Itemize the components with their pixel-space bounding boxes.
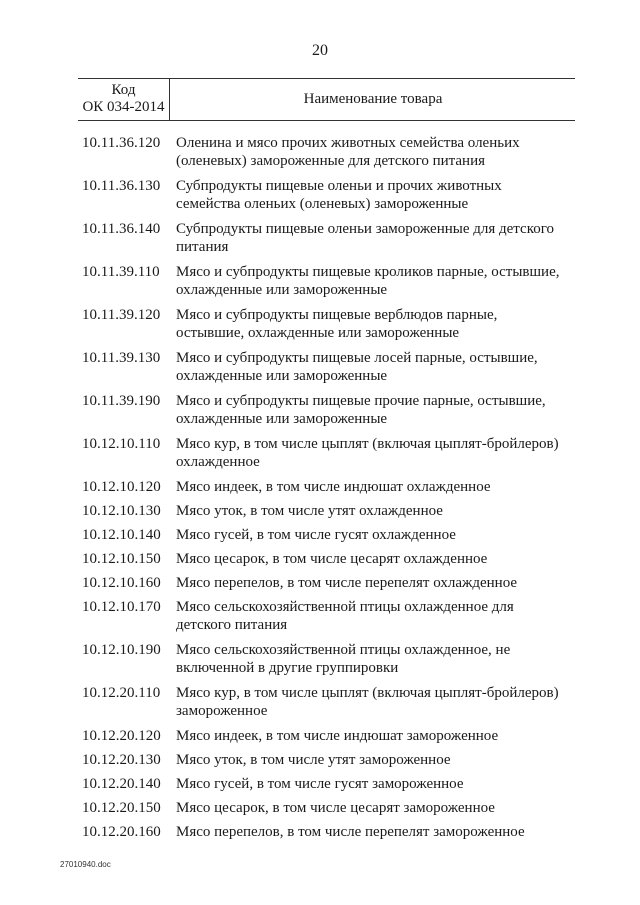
product-name-line: охлажденное — [176, 454, 260, 470]
product-code: 10.12.10.140 — [82, 527, 161, 543]
product-name-line: Субпродукты пищевые оленьи замороженные для детского — [176, 221, 555, 237]
product-name-line: Мясо и субпродукты пищевые верблюдов парные, — [176, 307, 498, 323]
product-name-line: Оленина и мясо прочих животных семейства оленьих — [176, 135, 520, 151]
table-row — [0, 641, 640, 677]
product-name-line: детского питания — [176, 617, 288, 633]
product-name-line: Мясо перепелов, в том числе перепелят замороженное — [176, 824, 525, 840]
product-code: 10.12.10.150 — [82, 551, 161, 567]
product-name — [176, 134, 576, 170]
table-row — [0, 727, 640, 745]
product-code: 10.12.20.150 — [82, 800, 161, 816]
header-name-column: Наименование товара — [303, 91, 443, 107]
product-name-line: замороженное — [176, 703, 268, 719]
product-name — [176, 550, 576, 568]
product-name — [176, 392, 576, 428]
product-name — [176, 263, 576, 299]
product-name-line: включенной в другие группировки — [176, 660, 399, 676]
product-name-line: Мясо кур, в том числе цыплят (включая цыплят-бройлеров) — [176, 685, 559, 701]
page-number: 20 — [312, 42, 328, 59]
product-name-line: Мясо сельскохозяйственной птицы охлажденное для — [176, 599, 514, 615]
product-code: 10.12.10.170 — [82, 599, 161, 615]
product-name — [176, 574, 576, 592]
product-code: 10.12.10.110 — [82, 436, 161, 452]
table-row — [0, 263, 640, 299]
table-row — [0, 799, 640, 817]
table-row — [0, 306, 640, 342]
table-row — [0, 134, 640, 170]
product-name-line: Мясо уток, в том числе утят замороженное — [176, 752, 451, 768]
table-row — [0, 574, 640, 592]
product-name — [176, 727, 576, 745]
product-name-line: Мясо цесарок, в том числе цесарят охлажденное — [176, 551, 488, 567]
product-code: 10.12.20.120 — [82, 728, 161, 744]
product-name — [176, 799, 576, 817]
table-row — [0, 775, 640, 793]
product-name-line: Мясо индеек, в том числе индюшат замороженное — [176, 728, 499, 744]
product-code: 10.12.20.140 — [82, 776, 161, 792]
product-name-line: Мясо и субпродукты пищевые кроликов парные, остывшие, — [176, 264, 560, 280]
product-name — [176, 478, 576, 496]
product-name — [176, 775, 576, 793]
footer-filename: 27010940.doc — [60, 860, 111, 869]
table-row — [0, 823, 640, 841]
product-name-line: Мясо гусей, в том числе гусят охлажденное — [176, 527, 456, 543]
table-body — [0, 134, 640, 847]
product-name-line: питания — [176, 239, 229, 255]
product-name — [176, 751, 576, 769]
table-row — [0, 349, 640, 385]
product-name-line: Мясо гусей, в том числе гусят замороженное — [176, 776, 464, 792]
table-row — [0, 392, 640, 428]
product-code: 10.11.39.190 — [82, 393, 161, 409]
header-classifier-label: ОК 034-2014 — [82, 99, 165, 115]
product-name-line: Мясо кур, в том числе цыплят (включая цыплят-бройлеров) — [176, 436, 559, 452]
product-name-line: Субпродукты пищевые оленьи и прочих животных — [176, 178, 502, 194]
product-name — [176, 306, 576, 342]
product-name-line: Мясо и субпродукты пищевые лосей парные, остывшие, — [176, 350, 538, 366]
product-code: 10.11.36.140 — [82, 221, 161, 237]
product-name — [176, 435, 576, 471]
product-code: 10.12.10.190 — [82, 642, 161, 658]
table-row — [0, 220, 640, 256]
table-row — [0, 502, 640, 520]
product-name — [176, 641, 576, 677]
product-code: 10.12.10.120 — [82, 479, 161, 495]
product-name — [176, 349, 576, 385]
product-name-line: остывшие, охлажденные или замороженные — [176, 325, 460, 341]
product-name-line: охлажденные или замороженные — [176, 368, 388, 384]
product-code: 10.11.39.130 — [82, 350, 161, 366]
table-row — [0, 526, 640, 544]
product-code: 10.11.39.120 — [82, 307, 161, 323]
product-name — [176, 220, 576, 256]
product-code: 10.11.36.120 — [82, 135, 161, 151]
product-name — [176, 177, 576, 213]
table-row — [0, 550, 640, 568]
product-name-line: Мясо перепелов, в том числе перепелят охлажденное — [176, 575, 518, 591]
product-name — [176, 526, 576, 544]
product-name-line: Мясо цесарок, в том числе цесарят замороженное — [176, 800, 495, 816]
product-code: 10.11.36.130 — [82, 178, 161, 194]
product-name — [176, 684, 576, 720]
product-code: 10.11.39.110 — [82, 264, 160, 280]
product-code: 10.12.10.160 — [82, 575, 161, 591]
product-code: 10.12.20.160 — [82, 824, 161, 840]
product-name-line: охлажденные или замороженные — [176, 411, 388, 427]
product-name-line: (оленевых) замороженные для детского питания — [176, 153, 486, 169]
product-name-line: Мясо индеек, в том числе индюшат охлажденное — [176, 479, 491, 495]
product-code: 10.12.20.130 — [82, 752, 161, 768]
product-name — [176, 598, 576, 634]
table-header — [78, 78, 575, 121]
product-code: 10.12.20.110 — [82, 685, 161, 701]
product-name-line: Мясо и субпродукты пищевые прочие парные, остывшие, — [176, 393, 546, 409]
table-row — [0, 751, 640, 769]
product-name — [176, 502, 576, 520]
table-row — [0, 684, 640, 720]
product-code: 10.12.10.130 — [82, 503, 161, 519]
table-row — [0, 177, 640, 213]
product-name-line: Мясо уток, в том числе утят охлажденное — [176, 503, 443, 519]
product-name-line: охлажденные или замороженные — [176, 282, 388, 298]
product-name-line: Мясо сельскохозяйственной птицы охлажденное, не — [176, 642, 511, 658]
header-code-column — [78, 79, 170, 120]
product-name-line: семейства оленьих (оленевых) замороженные — [176, 196, 469, 212]
table-row — [0, 598, 640, 634]
table-row — [0, 478, 640, 496]
table-row — [0, 435, 640, 471]
header-code-label: Код — [111, 82, 136, 98]
product-name — [176, 823, 576, 841]
